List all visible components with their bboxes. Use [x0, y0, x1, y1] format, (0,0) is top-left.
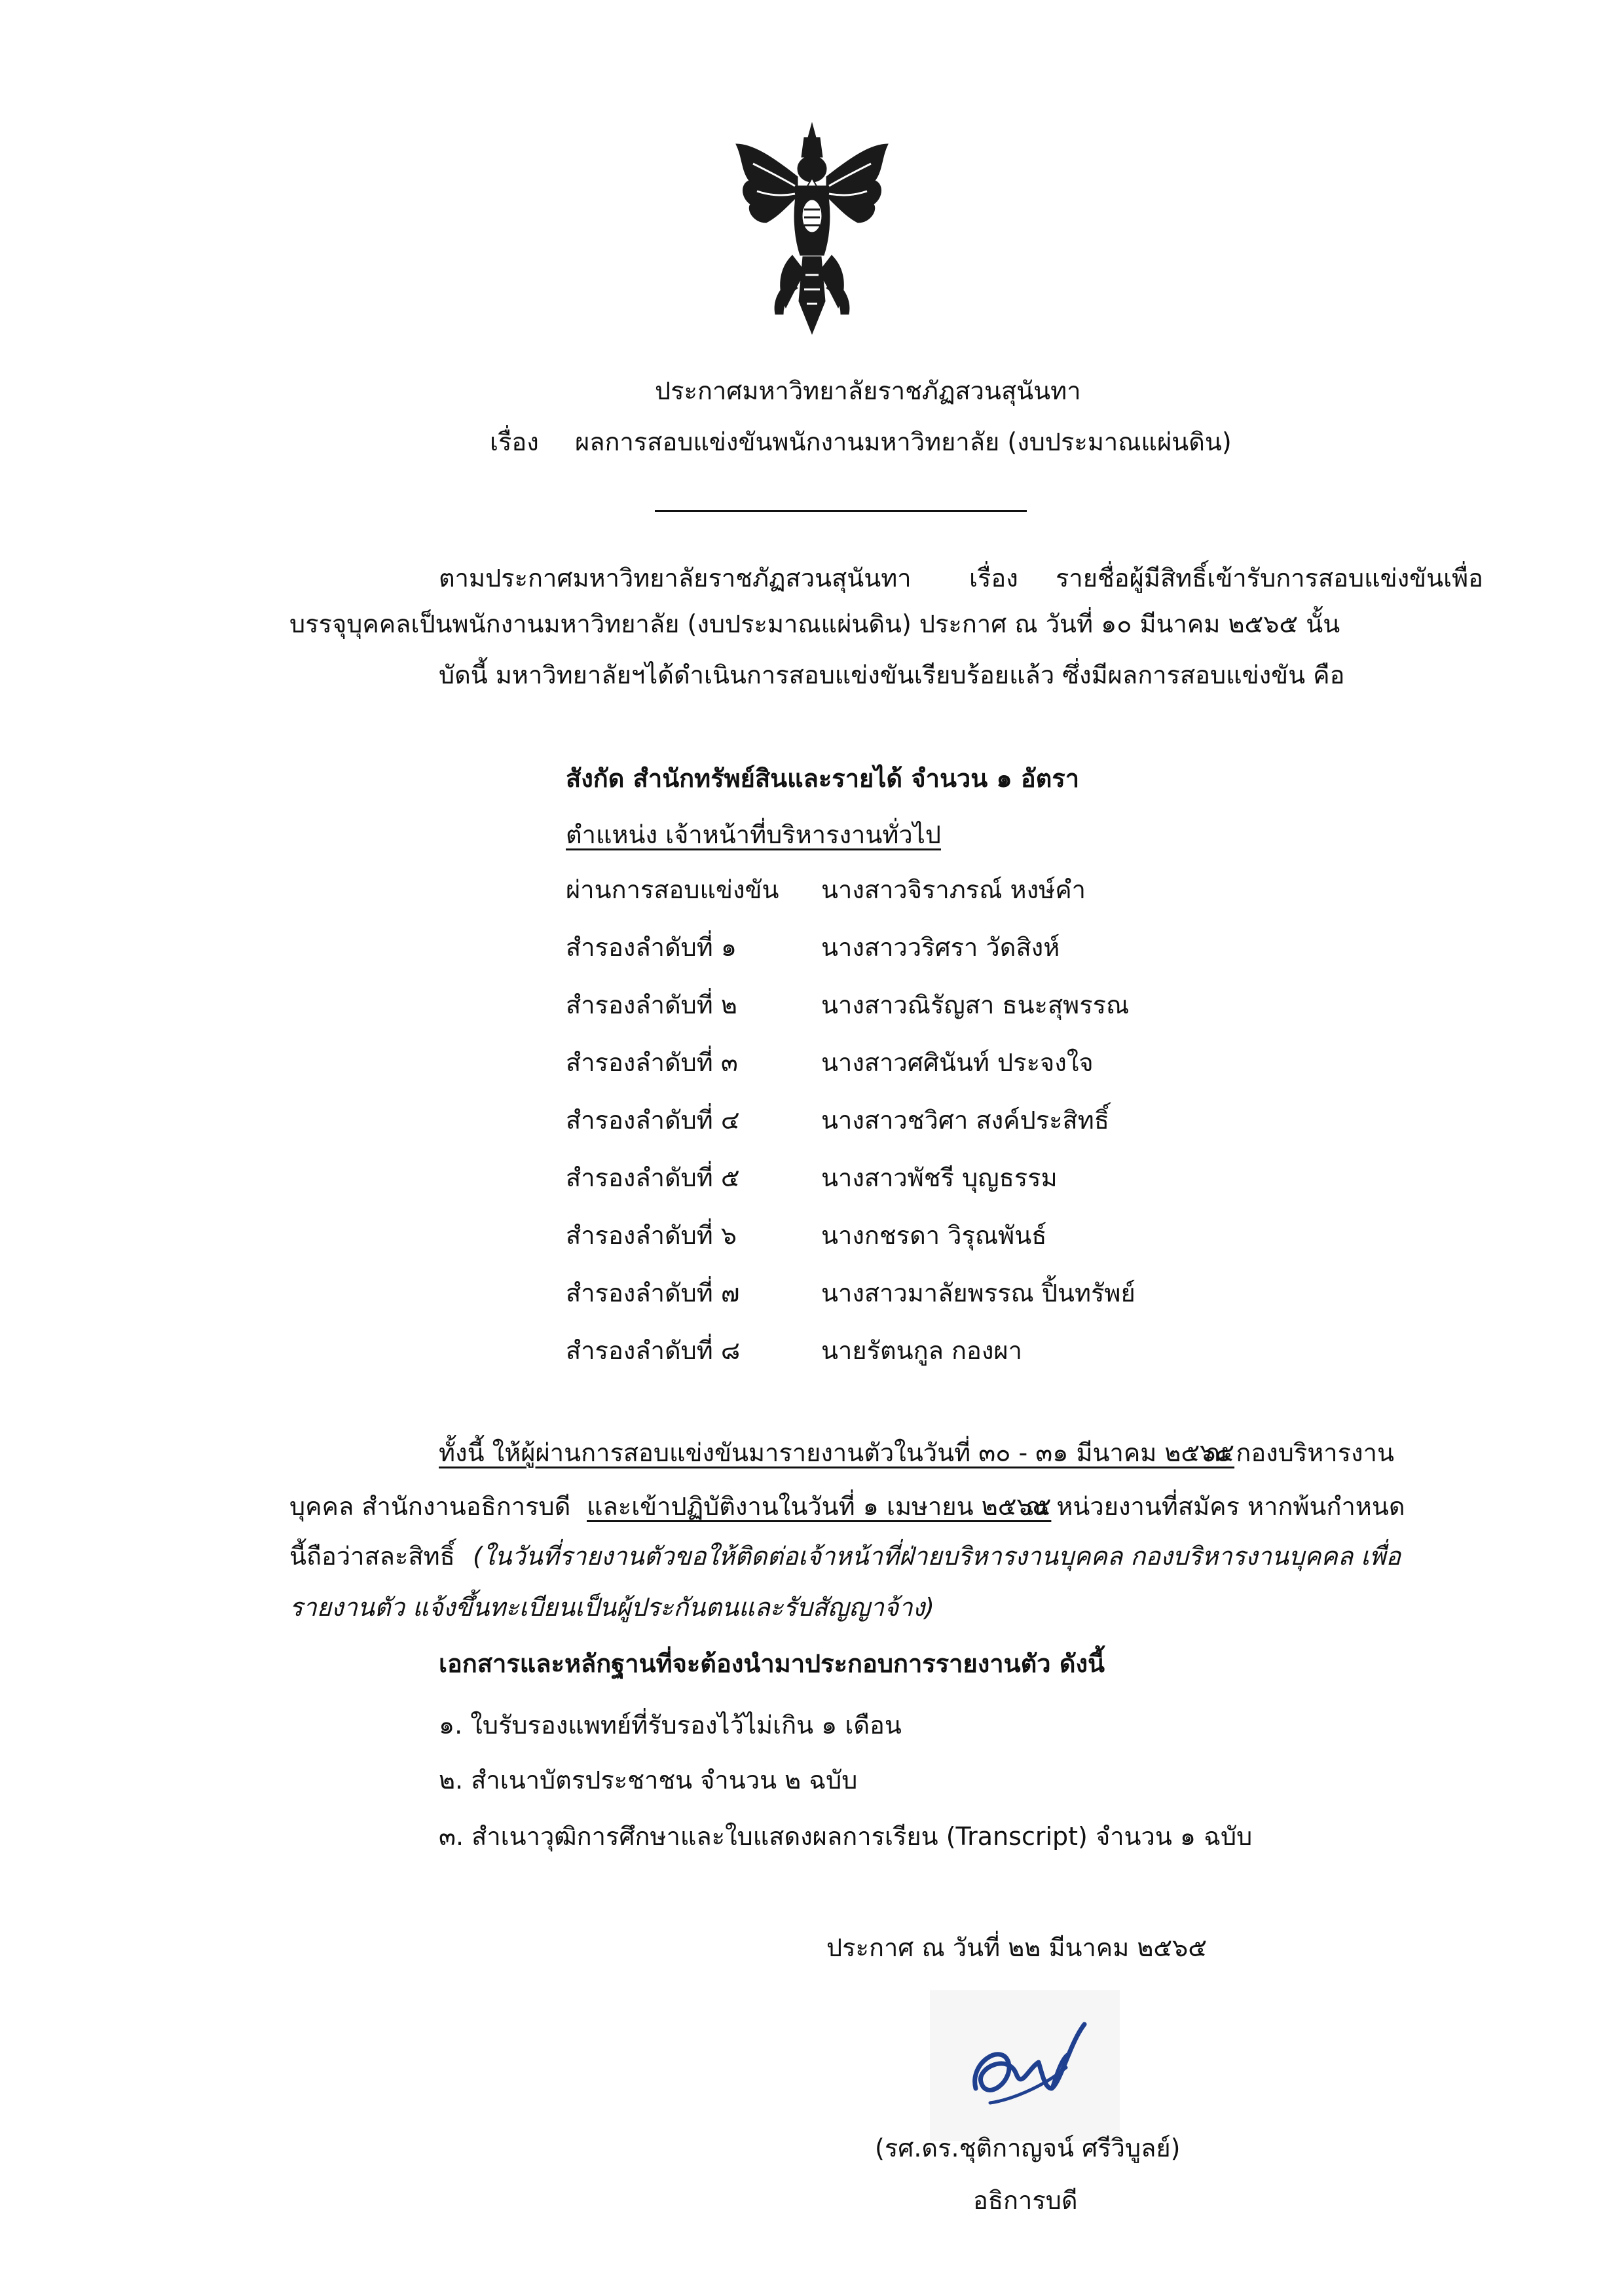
result-row — [566, 877, 1352, 910]
report-line2-a: บุคคล สำนักงานอธิการบดี — [289, 1492, 571, 1521]
result-label: สำรองลำดับที่ ๓ — [566, 1048, 738, 1077]
result-row — [566, 1338, 1352, 1371]
signer-title: อธิการบดี — [973, 2186, 1078, 2215]
result-name: นางสาวณิรัญสา ธนะสุพรรณ — [821, 991, 1130, 1019]
intro-line2: บรรจุบุคคลเป็นพนักงานมหาวิทยาลัย (งบประมาณแผ่นดิน) ประกาศ ณ วันที่ ๑๐ มีนาคม ๒๕๖๕ นั้น — [289, 610, 1340, 638]
result-label: สำรองลำดับที่ ๕ — [566, 1163, 740, 1192]
result-name: นางสาวชวิศา สงค์ประสิทธิ์ — [821, 1106, 1109, 1135]
result-row — [566, 935, 1352, 968]
result-label: สำรองลำดับที่ ๒ — [566, 991, 737, 1019]
result-row — [566, 1108, 1352, 1140]
result-name: นางกชรดา วิรุณพันธ์ — [821, 1221, 1047, 1250]
title-divider — [655, 510, 1027, 512]
document-item: ๑. ใบรับรองแพทย์ที่รับรองไว้ไม่เกิน ๑ เดือน — [439, 1711, 902, 1740]
result-label: สำรองลำดับที่ ๑ — [566, 933, 737, 962]
result-name: นายรัตนกูล กองผา — [821, 1336, 1023, 1365]
signature-icon — [930, 1990, 1120, 2141]
report-line4-italic: รายงานตัว แจ้งขึ้นทะเบียนเป็นผู้ประกันตนและรับสัญญาจ้าง) — [289, 1593, 934, 1622]
intro-line3: บัดนี้ มหาวิทยาลัยฯได้ดำเนินการสอบแข่งขันเรียบร้อยแล้ว ซึ่งมีผลการสอบแข่งขัน คือ — [439, 661, 1345, 689]
result-name: นางสาววริศรา วัดสิงห์ — [821, 933, 1060, 962]
intro-line1-c: รายชื่อผู้มีสิทธิ์เข้ารับการสอบแข่งขันเพื่อ — [1056, 564, 1483, 592]
result-name: นางสาวศศินันท์ ประจงใจ — [821, 1048, 1094, 1077]
report-line3-a: นี้ถือว่าสละสิทธิ์ — [289, 1542, 455, 1571]
result-label: สำรองลำดับที่ ๖ — [566, 1221, 737, 1250]
results-list — [566, 877, 1352, 1401]
result-row — [566, 1050, 1352, 1083]
report-line2-underlined: และเข้าปฏิบัติงานในวันที่ ๑ เมษายน ๒๕๖๕ — [587, 1492, 1052, 1521]
org-title: ประกาศมหาวิทยาลัยราชภัฏสวนสุนันทา — [655, 376, 1081, 405]
report-line1-rest: ณ กองบริหารงาน — [1205, 1438, 1394, 1467]
result-row — [566, 1223, 1352, 1256]
intro-line1-a: ตามประกาศมหาวิทยาลัยราชภัฏสวนสุนันทา — [439, 564, 912, 592]
signer-name: (รศ.ดร.ชุติกาญจน์ ศรีวิบูลย์) — [875, 2134, 1181, 2162]
result-name: นางสาวพัชรี บุญธรรม — [821, 1163, 1058, 1192]
intro-line1-b: เรื่อง — [969, 564, 1018, 592]
result-label: สำรองลำดับที่ ๗ — [566, 1279, 740, 1307]
result-row — [566, 1165, 1352, 1198]
report-line2-b: ณ หน่วยงานที่สมัคร หากพ้นกำหนด — [1025, 1492, 1405, 1521]
documents-heading: เอกสารและหลักฐานที่จะต้องนำมาประกอบการรายงานตัว ดังนี้ — [439, 1649, 1105, 1678]
position-heading: ตำแหน่ง เจ้าหน้าที่บริหารงานทั่วไป — [566, 820, 941, 849]
subject-text: ผลการสอบแข่งขันพนักงานมหาวิทยาลัย (งบประมาณแผ่นดิน) — [575, 428, 1232, 456]
affiliation-heading: สังกัด สำนักทรัพย์สินและรายได้ จำนวน ๑ อัตรา — [566, 764, 1080, 793]
result-label: สำรองลำดับที่ ๔ — [566, 1106, 740, 1135]
subject-label: เรื่อง — [490, 428, 539, 456]
document-item: ๓. สำเนาวุฒิการศึกษาและใบแสดงผลการเรียน (Transcript) จำนวน ๑ ฉบับ — [439, 1822, 1253, 1851]
announcement-date: ประกาศ ณ วันที่ ๒๒ มีนาคม ๒๕๖๕ — [826, 1933, 1208, 1962]
result-name: นางสาวมาลัยพรรณ ปิ้นทรัพย์ — [821, 1279, 1135, 1307]
result-label: สำรองลำดับที่ ๘ — [566, 1336, 741, 1365]
result-row — [566, 1281, 1352, 1313]
result-name: นางสาวจิราภรณ์ หงษ์คำ — [821, 875, 1086, 904]
document-item: ๒. สำเนาบัตรประชาชน จำนวน ๒ ฉบับ — [439, 1766, 858, 1795]
report-line1-underlined: ทั้งนี้ ให้ผู้ผ่านการสอบแข่งขันมารายงานตัวในวันที่ ๓๐ - ๓๑ มีนาคม ๒๕๖๕ — [439, 1438, 1235, 1467]
garuda-emblem-icon — [727, 118, 897, 340]
report-line3-italic: (ในวันที่รายงานตัวขอให้ติดต่อเจ้าหน้าที่ฝ่ายบริหารงานบุคคล กองบริหารงานบุคคล เพื่อ — [473, 1542, 1401, 1571]
result-label: ผ่านการสอบแข่งขัน — [566, 875, 779, 904]
result-row — [566, 993, 1352, 1025]
